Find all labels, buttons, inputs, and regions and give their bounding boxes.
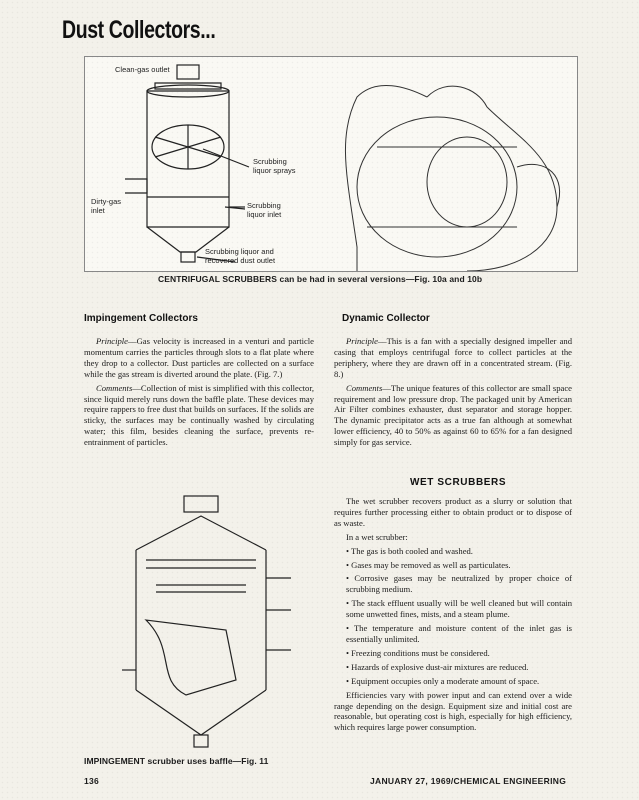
impingement-heading: Impingement Collectors [84,313,198,324]
page-header-title: Dust Collectors... [62,16,216,44]
dynamic-scrubber-drawing [317,57,577,271]
impingement-scrubber-figure [116,490,306,752]
wet-scrubbers-text: The wet scrubber recovers product as a slurry or solution that requires further processing either to obtain product or to dispose of as waste. In a wet scrubber: • The gas is both cooled and washed. • Gases may be removed as well as particulates. • Corrosive gases may be neutralized by proper choice of scrubbing medium. • The stack effluent usually will be well cleaned but will contain some unwetted fines, mists, and a steam plume. • The temperature and moisture content of the inlet gas is essentially unlimited. • Freezing conditions must be considered. • Hazards of explosive dust-air mixtures are reduced. • Equipment occupies only a moderate amount of space. Efficiencies vary with power input and can extend over a wide range depending on the design. Equipment size and initial cost are reasonable, but operating cost is high, especially for high efficiency, which requires large power consumption. [334,496,572,733]
dust-outlet-label: Scrubbing liquor and recovered dust outlet [205,247,276,265]
dynamic-heading: Dynamic Collector [342,313,430,324]
scrubbing-sprays-label: Scrubbing liquor sprays [253,157,296,175]
wet-scrubbers-heading: WET SCRUBBERS [410,477,507,488]
centrifugal-scrubbers-figure [84,56,578,272]
figure-bottom-caption: IMPINGEMENT scrubber uses baffle—Fig. 11 [84,756,269,766]
impingement-text: Principle—Gas velocity is increased in a venturi and particle momentum carries the particles through slots to a flat plate where they drop to a collector. Dust particles are collected on a surface while the gas stream is diverted around the plate. (Fig. 7.) Comments—Collection of mist is simplified with this collector, since liquid merely runs down the baffle plate. These devices may require rappers to free dust that builds on surfaces. If the solids are sticky, the surfaces may be continually washed by circulating water; this film, besides cleaning the surface, prevents re-entrainment of particles. [84,336,314,448]
clean-gas-outlet-label: Clean-gas outlet [115,65,170,74]
impingement-scrubber-drawing [116,490,306,752]
dynamic-text: Principle—This is a fan with a specially designed impeller and casing that employs centrifugal force to collect particles at the periphery, where they are drawn off in a concentrated stream. (Fig. 8.) Comments—The unique features of this collector are small space requirement and low pressure drop. The packaged unit by American Air Filter combines exhauster, dust separator and storage hopper. The dynamic precipitator acts as a true fan although at somewhat lower efficiency, 40 to 50% as against 60 to 65% for a fan designed simply for gas service. [334,336,572,448]
scrubbing-liquor-inlet-label: Scrubbing liquor inlet [247,201,282,219]
page-number: 136 [84,776,100,786]
figure-top-caption: CENTRIFUGAL SCRUBBERS can be had in several versions—Fig. 10a and 10b [158,274,483,284]
dirty-gas-inlet-label: Dirty-gas inlet [91,197,122,215]
issue-line: JANUARY 27, 1969/CHEMICAL ENGINEERING [370,776,567,786]
